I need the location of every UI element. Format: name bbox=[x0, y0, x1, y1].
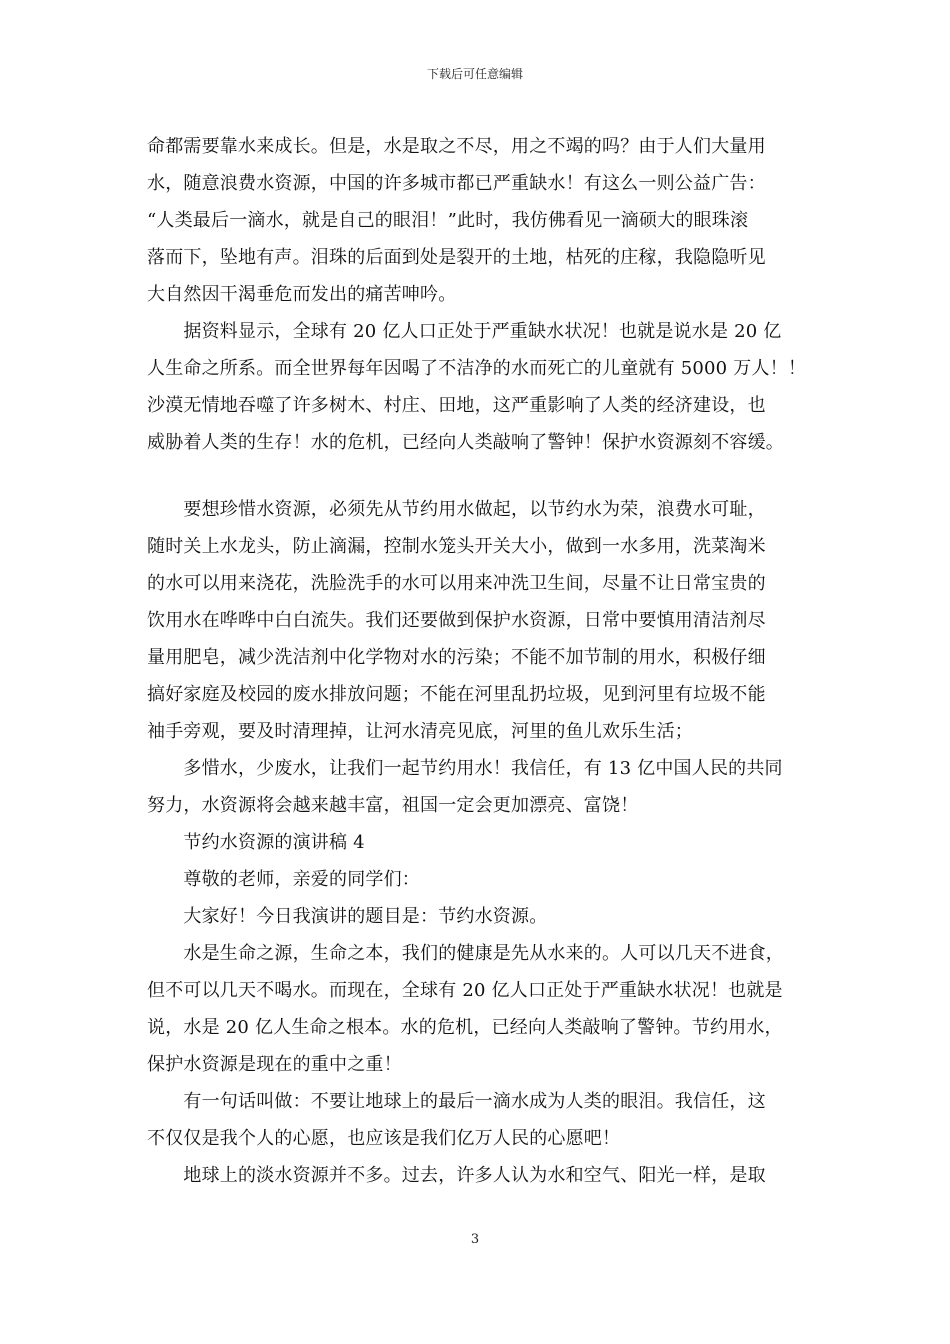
text-line: 搞好家庭及校园的废水排放问题；不能在河里乱扔垃圾，见到河里有垃圾不能 bbox=[147, 684, 766, 705]
text-line: 据资料显示，全球有 20 亿人口正处于严重缺水状况！也就是说水是 20 亿 bbox=[147, 321, 782, 342]
text-line: 要想珍惜水资源，必须先从节约用水做起，以节约水为荣，浪费水可耻， bbox=[147, 499, 766, 520]
paragraph-gap bbox=[147, 461, 823, 491]
text-line: 多惜水，少废水，让我们一起节约用水！我信任，有 13 亿中国人民的共同 bbox=[147, 758, 783, 779]
text-line: “人类最后一滴水，就是自己的眼泪！”此时，我仿佛看见一滴硕大的眼珠滚 bbox=[147, 210, 749, 231]
text-line: 威胁着人类的生存！水的危机，已经向人类敲响了警钟！保护水资源刻不容缓。 bbox=[147, 432, 784, 453]
text-line: 的水可以用来浇花，洗脸洗手的水可以用来冲洗卫生间，尽量不让日常宝贵的 bbox=[147, 573, 766, 594]
document-body bbox=[147, 128, 823, 1194]
text-line: 有一句话叫做：不要让地球上的最后一滴水成为人类的眼泪。我信任，这 bbox=[147, 1091, 766, 1112]
text-line: 饮用水在哗哗中白白流失。我们还要做到保护水资源，日常中要慎用清洁剂尽 bbox=[147, 610, 766, 631]
page-number: 3 bbox=[470, 1232, 480, 1247]
text-line: 但不可以几天不喝水。而现在，全球有 20 亿人口正处于严重缺水状况！也就是 bbox=[147, 980, 783, 1001]
text-line: 水，随意浪费水资源，中国的许多城市都已严重缺水！有这么一则公益广告： bbox=[147, 173, 766, 194]
page-header: 下载后可任意编辑 bbox=[426, 67, 523, 81]
section-title: 节约水资源的演讲稿 4 bbox=[147, 832, 365, 853]
text-line: 不仅仅是我个人的心愿，也应该是我们亿万人民的心愿吧！ bbox=[147, 1128, 621, 1149]
text-line: 大家好！今日我演讲的题目是：节约水资源。 bbox=[147, 906, 548, 927]
text-line: 水是生命之源，生命之本，我们的健康是先从水来的。人可以几天不进食， bbox=[147, 943, 784, 964]
text-line: 量用肥皂，减少洗洁剂中化学物对水的污染；不能不加节制的用水，积极仔细 bbox=[147, 647, 766, 668]
text-line: 沙漠无情地吞噬了许多树木、村庄、田地，这严重影响了人类的经济建设，也 bbox=[147, 395, 766, 416]
text-line: 说，水是 20 亿人生命之根本。水的危机，已经向人类敲响了警钟。节约用水， bbox=[147, 1017, 783, 1038]
text-line: 努力，水资源将会越来越丰富，祖国一定会更加漂亮、富饶！ bbox=[147, 795, 639, 816]
text-line: 命都需要靠水来成长。但是，水是取之不尽，用之不竭的吗？由于人们大量用 bbox=[147, 136, 766, 157]
text-line: 人生命之所系。而全世界每年因喝了不洁净的水而死亡的儿童就有 5000 万人！！ bbox=[147, 358, 807, 379]
text-line: 随时关上水龙头，防止滴漏，控制水笼头开关大小，做到一水多用，洗菜淘米 bbox=[147, 536, 766, 557]
text-line: 地球上的淡水资源并不多。过去，许多人认为水和空气、阳光一样，是取 bbox=[147, 1165, 766, 1186]
text-line: 保护水资源是现在的重中之重！ bbox=[147, 1054, 402, 1075]
text-line: 落而下，坠地有声。泪珠的后面到处是裂开的土地，枯死的庄稼，我隐隐听见 bbox=[147, 247, 766, 268]
text-line: 袖手旁观，要及时清理掉，让河水清亮见底，河里的鱼儿欢乐生活； bbox=[147, 721, 693, 742]
text-line: 大自然因干渴垂危而发出的痛苦呻吟。 bbox=[147, 284, 457, 305]
salutation: 尊敬的老师，亲爱的同学们： bbox=[147, 869, 420, 890]
